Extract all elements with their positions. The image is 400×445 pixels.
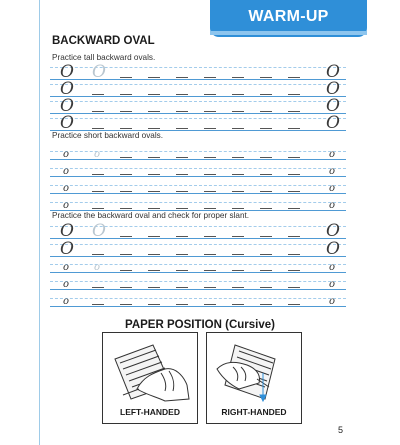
practice-row: o o [50,163,346,177]
practice-row: O O [50,97,346,114]
practice-row: O O O [50,63,346,80]
warmup-label: WARM-UP [248,8,329,25]
right-handed-panel [206,332,302,424]
instruction-slant: Practice the backward oval and check for proper slant. [52,211,250,220]
practice-row: O O [50,240,346,257]
practice-row: o o [50,197,346,211]
instruction-tall: Practice tall backward ovals. [52,53,156,62]
practice-row: o o o [50,259,346,273]
practice-row: o o o [50,146,346,160]
left-handed-panel [102,332,198,424]
right-handed-label: RIGHT-HANDED [221,407,287,417]
practice-row: o o [50,276,346,290]
warmup-strip [210,31,367,35]
instruction-short: Practice short backward ovals. [52,131,164,140]
practice-row: O O [50,80,346,97]
page-number: 5 [338,425,344,435]
right-hand-writing-icon [213,339,297,403]
paper-position-title: PAPER POSITION (Cursive) [125,319,275,331]
practice-row: O O O [50,222,346,239]
left-hand-writing-icon [109,339,193,403]
margin-rule [39,0,40,445]
practice-row: o o [50,180,346,194]
section-title: BACKWARD OVAL [52,35,155,47]
practice-row: o o [50,293,346,307]
left-handed-label: LEFT-HANDED [120,407,180,417]
practice-row: O O [50,114,346,131]
